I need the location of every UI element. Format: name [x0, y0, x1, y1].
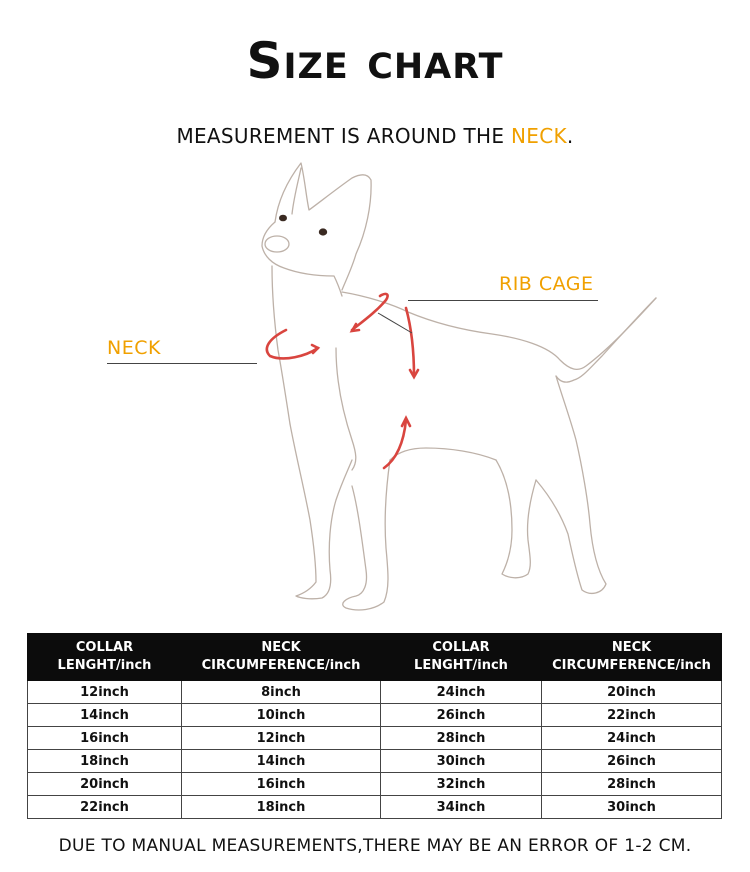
- table-cell: 14inch: [182, 750, 381, 773]
- table-cell: 28inch: [542, 773, 722, 796]
- table-cell: 34inch: [381, 796, 542, 819]
- subtitle: [0, 122, 750, 150]
- header-line: CIRCUMFERENCE/inch: [201, 658, 361, 673]
- page-title: Size chart: [246, 32, 504, 90]
- dog-snout-outline: [262, 222, 342, 296]
- dog-outline-illustration: [0, 150, 750, 620]
- subtitle-prefix: MEASUREMENT IS AROUND THE: [176, 124, 511, 148]
- dog-eye-right: [319, 228, 327, 235]
- table-cell: 8inch: [182, 681, 381, 704]
- dog-hind-leg-inner: [496, 460, 536, 578]
- dog-neck-front: [272, 266, 290, 424]
- header-line: COLLAR: [75, 640, 134, 655]
- dog-eye-left: [279, 215, 287, 222]
- header-neck-circumference-2: [542, 634, 722, 681]
- size-table: [27, 633, 722, 819]
- table-row: [28, 704, 722, 727]
- table-cell: 10inch: [182, 704, 381, 727]
- subtitle-highlight: NECK: [511, 124, 567, 148]
- rib-cage-label: RIB CAGE: [499, 273, 594, 295]
- table-cell: 26inch: [542, 750, 722, 773]
- header-neck-circumference: [182, 634, 381, 681]
- dog-belly-outline: [390, 448, 496, 460]
- dog-chest-outline: [336, 348, 356, 470]
- rib-measure-lower: [384, 420, 406, 468]
- header-line: NECK: [261, 640, 301, 655]
- dog-front-leg-front: [290, 424, 352, 599]
- table-row: [28, 727, 722, 750]
- table-header-row: [28, 634, 722, 681]
- dog-back-outline: [342, 292, 656, 369]
- dog-front-leg-back: [343, 460, 390, 610]
- table-cell: 28inch: [381, 727, 542, 750]
- header-line: CIRCUMFERENCE/inch: [552, 658, 711, 673]
- table-cell: 24inch: [381, 681, 542, 704]
- table-cell: 16inch: [182, 773, 381, 796]
- dog-nose: [265, 236, 289, 252]
- rib-cage-leader-line-horizontal: [408, 300, 598, 301]
- table-cell: 22inch: [542, 704, 722, 727]
- table-row: [28, 773, 722, 796]
- table-row: [28, 681, 722, 704]
- table-cell: 14inch: [28, 704, 182, 727]
- table-row: [28, 750, 722, 773]
- neck-measure-loop: [267, 330, 318, 358]
- dog-tail-outline: [556, 298, 656, 382]
- table-cell: 16inch: [28, 727, 182, 750]
- header-collar-length-2: [381, 634, 542, 681]
- header-line: LENGHT/inch: [57, 658, 152, 673]
- table-cell: 12inch: [28, 681, 182, 704]
- neck-leader-line: [107, 363, 257, 364]
- subtitle-suffix: .: [566, 124, 574, 148]
- error-disclaimer: DUE TO MANUAL MEASUREMENTS,THERE MAY BE AN ERROR OF 1-2 CM.: [58, 836, 692, 856]
- chest-measure-top: [352, 294, 388, 330]
- dog-hind-leg: [536, 376, 606, 593]
- table-cell: 20inch: [28, 773, 182, 796]
- table-cell: 22inch: [28, 796, 182, 819]
- rib-measure-side: [406, 308, 414, 376]
- neck-label: NECK: [107, 337, 161, 359]
- table-cell: 18inch: [182, 796, 381, 819]
- table-row: [28, 796, 722, 819]
- header-line: NECK: [611, 640, 652, 655]
- table-cell: 24inch: [542, 727, 722, 750]
- dog-head-outline: [275, 163, 371, 290]
- table-cell: 30inch: [542, 796, 722, 819]
- header-collar-length: [28, 634, 182, 681]
- header-line: LENGHT/inch: [414, 658, 508, 673]
- table-cell: 32inch: [381, 773, 542, 796]
- table-cell: 20inch: [542, 681, 722, 704]
- table-cell: 26inch: [381, 704, 542, 727]
- table-cell: 12inch: [182, 727, 381, 750]
- table-cell: 18inch: [28, 750, 182, 773]
- table-cell: 30inch: [381, 750, 542, 773]
- header-line: COLLAR: [432, 640, 490, 655]
